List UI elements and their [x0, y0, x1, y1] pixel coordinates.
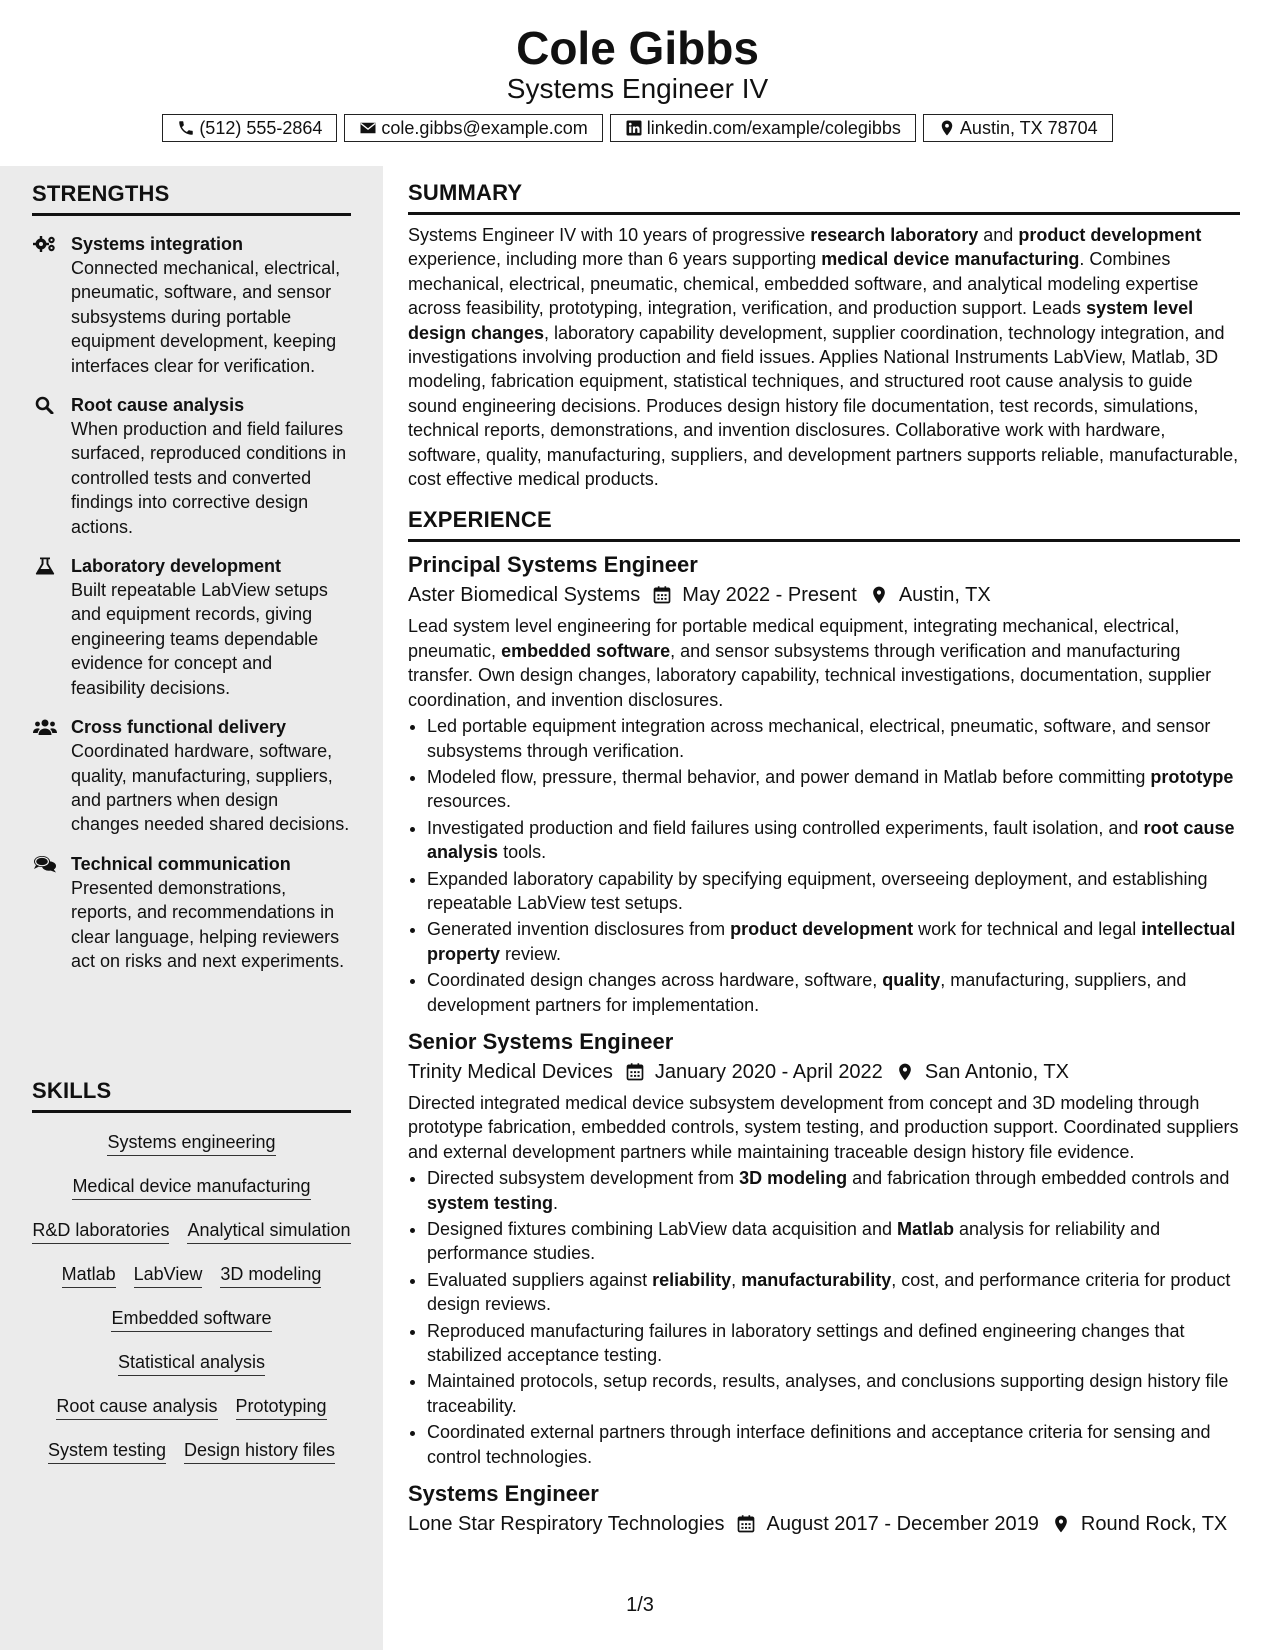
- strength-item: [32, 715, 351, 837]
- email-text: cole.gibbs@example.com: [381, 117, 588, 138]
- text-run: Coordinated design changes across hardware, software,: [427, 970, 883, 991]
- strength-item: [32, 393, 351, 539]
- skill-tag: Matlab: [62, 1263, 116, 1288]
- experience-list: [408, 550, 1240, 1539]
- text-run: and: [978, 225, 1019, 245]
- job-bullets: [408, 714, 1240, 1017]
- bold-text: manufacturability: [741, 1269, 892, 1290]
- strength-desc: Built repeatable LabView setups and equipment records, giving engineering teams dependable evidence for concept and feasibility decisions.: [71, 580, 328, 698]
- job-dates: [625, 1057, 883, 1087]
- bold-text: quality: [882, 970, 941, 991]
- map-pin-icon: [895, 1062, 915, 1082]
- job-description: [408, 614, 1240, 712]
- contact-email[interactable]: [344, 114, 602, 142]
- bullet-item: [427, 867, 1240, 916]
- summary-heading: SUMMARY: [408, 180, 1240, 215]
- location-text: Round Rock, TX: [1080, 1513, 1228, 1536]
- bullet-item: [427, 1217, 1240, 1266]
- company-name: Trinity Medical Devices: [408, 1060, 613, 1083]
- strength-title: Cross functional delivery: [71, 717, 287, 738]
- strength-item: [32, 232, 351, 378]
- text-run: Evaluated suppliers against: [427, 1269, 653, 1290]
- users-icon: [33, 718, 57, 736]
- skill-tag: Systems engineering: [107, 1131, 275, 1156]
- contact-phone[interactable]: [162, 114, 337, 142]
- job-location: [869, 580, 991, 610]
- contact-linkedin[interactable]: [610, 114, 916, 142]
- strengths-section: [32, 181, 351, 988]
- job-dates: [652, 580, 857, 610]
- bold-text: system testing: [427, 1192, 554, 1213]
- map-pin-icon: [938, 119, 956, 137]
- job-location: [895, 1057, 1069, 1087]
- skill-tag: Analytical simulation: [187, 1219, 350, 1244]
- envelope-icon: [359, 119, 377, 137]
- bold-text: intellectual property: [427, 919, 1236, 964]
- text-run: , laboratory capability development, supplier coordination, technology integration, and investigations involving production and field issues. Applies National Instruments LabView, Matlab, 3D modeling, fabrication equipment, statistical techniques, and structured root cause analysis to guide sound engineering decisions. Produces design history file documentation, test records, simulations, technical reports, demonstrations, and invention disclosures. Collaborative work with hardware, software, quality, manufacturing, suppliers, and development partners supports reliable, manufacturable, cost effective medical products.: [408, 322, 1239, 490]
- contact-bar: [0, 114, 1275, 142]
- skill-tag: 3D modeling: [220, 1263, 321, 1288]
- skills-heading: SKILLS: [32, 1078, 351, 1113]
- strength-title: Root cause analysis: [71, 395, 245, 416]
- experience-heading: EXPERIENCE: [408, 507, 1240, 542]
- dates-text: May 2022 - Present: [682, 584, 857, 607]
- linkedin-text: linkedin.com/example/colegibbs: [646, 117, 901, 138]
- candidate-title: Systems Engineer IV: [506, 73, 769, 104]
- phone-icon: [177, 119, 195, 137]
- job-entry: [408, 1479, 1240, 1539]
- strength-desc: Presented demonstrations, reports, and recommendations in clear language, helping reviewers act on risks and next experiments.: [71, 877, 345, 971]
- bullet-item: [427, 816, 1240, 865]
- bullet-item: [427, 714, 1240, 763]
- text-run: Generated invention disclosures from: [427, 919, 731, 940]
- bold-text: embedded software: [501, 640, 671, 661]
- text-run: review.: [500, 943, 562, 964]
- text-run: .: [553, 1192, 559, 1213]
- bold-text: system level design changes: [408, 298, 1194, 343]
- text-run: , cost, and performance criteria for product design reviews.: [427, 1269, 1231, 1315]
- job-meta: [408, 580, 1240, 610]
- text-run: Led portable equipment integration across mechanical, electrical, pneumatic, software, and sensor subsystems through verification.: [427, 716, 1211, 761]
- job-title: Systems Engineer: [408, 1481, 599, 1507]
- calendar-icon: [736, 1514, 756, 1534]
- skill-tag: LabView: [134, 1263, 203, 1288]
- skill-tag: Medical device manufacturing: [72, 1175, 310, 1200]
- dates-text: January 2020 - April 2022: [654, 1060, 883, 1083]
- job-dates: [736, 1509, 1038, 1539]
- company-name: Lone Star Respiratory Technologies: [408, 1513, 725, 1536]
- skill-tag: System testing: [48, 1439, 166, 1464]
- job-bullets: [408, 1166, 1240, 1469]
- phone-text: (512) 555-2864: [199, 117, 323, 138]
- gears-icon: [33, 235, 57, 253]
- strength-desc: Coordinated hardware, software, quality, manufacturing, suppliers, and partners when design changes needed shared decisions.: [71, 741, 350, 835]
- strength-item: [32, 554, 351, 700]
- text-run: Investigated production and field failures using controlled experiments, fault isolation, and: [427, 817, 1144, 838]
- strength-title: Laboratory development: [71, 556, 282, 577]
- text-run: Coordinated external partners through interface definitions and acceptance criteria for sensing and control technologies.: [427, 1422, 1211, 1467]
- bold-text: product development: [730, 919, 914, 940]
- job-description: [408, 1091, 1240, 1164]
- text-run: experience, including more than 6 years supporting: [408, 249, 822, 270]
- bullet-item: [427, 765, 1240, 814]
- page-number: 1/3: [626, 1594, 654, 1616]
- bullet-item: [427, 1319, 1240, 1368]
- skill-tag: Statistical analysis: [118, 1351, 265, 1376]
- strength-title: Technical communication: [71, 853, 291, 874]
- flask-icon: [33, 557, 57, 575]
- strength-desc: When production and field failures surfaced, reproduced conditions in controlled tests and converted findings into corrective design actions.: [71, 419, 347, 537]
- text-run: resources.: [427, 791, 512, 812]
- location-text: Austin, TX 78704: [959, 117, 1098, 138]
- bold-text: research laboratory: [810, 225, 979, 245]
- text-run: work for technical and legal: [913, 919, 1142, 940]
- dates-text: August 2017 - December 2019: [766, 1513, 1039, 1536]
- calendar-icon: [625, 1062, 645, 1082]
- bold-text: root cause analysis: [427, 817, 1235, 863]
- company-name: Aster Biomedical Systems: [408, 584, 641, 607]
- text-run: analysis for reliability and performance studies.: [427, 1219, 1161, 1264]
- bullet-item: [427, 1166, 1240, 1215]
- text-run: Maintained protocols, setup records, results, analyses, and conclusions supporting design history file traceability.: [427, 1371, 1229, 1416]
- bullet-item: [427, 1268, 1240, 1317]
- skills-list: [32, 1113, 351, 1464]
- map-pin-icon: [1051, 1514, 1071, 1534]
- bullet-item: [427, 968, 1240, 1017]
- text-run: ,: [731, 1269, 742, 1290]
- contact-location: [923, 114, 1113, 142]
- text-run: Systems Engineer IV with 10 years of progressive: [408, 225, 811, 245]
- job-location: [1051, 1509, 1227, 1539]
- comments-icon: [33, 855, 57, 873]
- resume-header: [0, 0, 1275, 166]
- main-content: [408, 180, 1240, 1543]
- text-run: Expanded laboratory capability by specifying equipment, overseeing deployment, and establishing repeatable LabView test setups.: [427, 868, 1208, 913]
- skill-tag: Embedded software: [111, 1307, 271, 1332]
- text-run: Designed fixtures combining LabView data acquisition and: [427, 1219, 897, 1239]
- text-run: Lead system level engineering for portable medical equipment, integrating mechanical, electrical, pneumatic,: [408, 616, 1180, 661]
- skill-tag: R&D laboratories: [32, 1219, 169, 1244]
- location-text: Austin, TX: [898, 584, 991, 607]
- bullet-item: [427, 917, 1240, 966]
- job-meta: [408, 1509, 1240, 1539]
- candidate-name: Cole Gibbs: [516, 22, 759, 74]
- bullet-item: [427, 1420, 1240, 1469]
- bold-text: product development: [1018, 225, 1202, 245]
- text-run: Modeled flow, pressure, thermal behavior, and power demand in Matlab before committing: [427, 766, 1151, 787]
- job-entry: [408, 550, 1240, 1017]
- strengths-heading: STRENGTHS: [32, 181, 351, 216]
- job-title: Senior Systems Engineer: [408, 1028, 674, 1054]
- skill-tag: Root cause analysis: [56, 1395, 217, 1420]
- text-run: Reproduced manufacturing failures in laboratory settings and defined engineering changes that stabilized acceptance testing.: [427, 1320, 1185, 1366]
- text-run: Directed integrated medical device subsystem development from concept and 3D modeling through prototype fabrication, embedded controls, system testing, and production support. Coordinated suppliers and external development partners while maintaining traceable design history file evidence.: [408, 1092, 1239, 1162]
- linkedin-icon: [625, 119, 643, 137]
- strength-desc: Connected mechanical, electrical, pneumatic, software, and sensor subsystems during portable equipment development, keeping interfaces clear for verification.: [71, 258, 341, 376]
- text-run: tools.: [498, 842, 547, 863]
- text-run: Directed subsystem development from: [427, 1168, 740, 1189]
- text-run: . Combines mechanical, electrical, pneumatic, chemical, embedded software, and analytical modeling expertise across feasibility, prototyping, integration, verification, and production support. Leads: [408, 249, 1199, 319]
- bold-text: 3D modeling: [739, 1168, 848, 1189]
- text-run: , and sensor subsystems through verification and manufacturing transfer. Own design changes, laboratory capability, technical investigations, documentation, supplier coordination, and invention disclosures.: [408, 640, 1212, 710]
- bold-text: medical device manufacturing: [821, 249, 1080, 270]
- strength-title: Systems integration: [71, 234, 244, 254]
- strength-item: [32, 852, 351, 974]
- text-run: and fabrication through embedded controls and: [847, 1168, 1230, 1189]
- search-icon: [33, 396, 57, 414]
- text-run: , manufacturing, suppliers, and development partners for implementation.: [427, 970, 1187, 1015]
- skill-tag: Prototyping: [236, 1395, 327, 1420]
- job-meta: [408, 1057, 1240, 1087]
- location-text: San Antonio, TX: [924, 1060, 1069, 1083]
- job-entry: [408, 1027, 1240, 1469]
- job-title: Principal Systems Engineer: [408, 552, 698, 578]
- calendar-icon: [652, 585, 672, 605]
- bold-text: reliability: [652, 1269, 732, 1290]
- skills-section: [32, 1078, 351, 1464]
- summary-text: [408, 223, 1240, 491]
- bold-text: Matlab: [896, 1219, 954, 1239]
- skill-tag: Design history files: [184, 1439, 335, 1464]
- map-pin-icon: [869, 585, 889, 605]
- bold-text: prototype: [1150, 766, 1234, 787]
- bullet-item: [427, 1369, 1240, 1418]
